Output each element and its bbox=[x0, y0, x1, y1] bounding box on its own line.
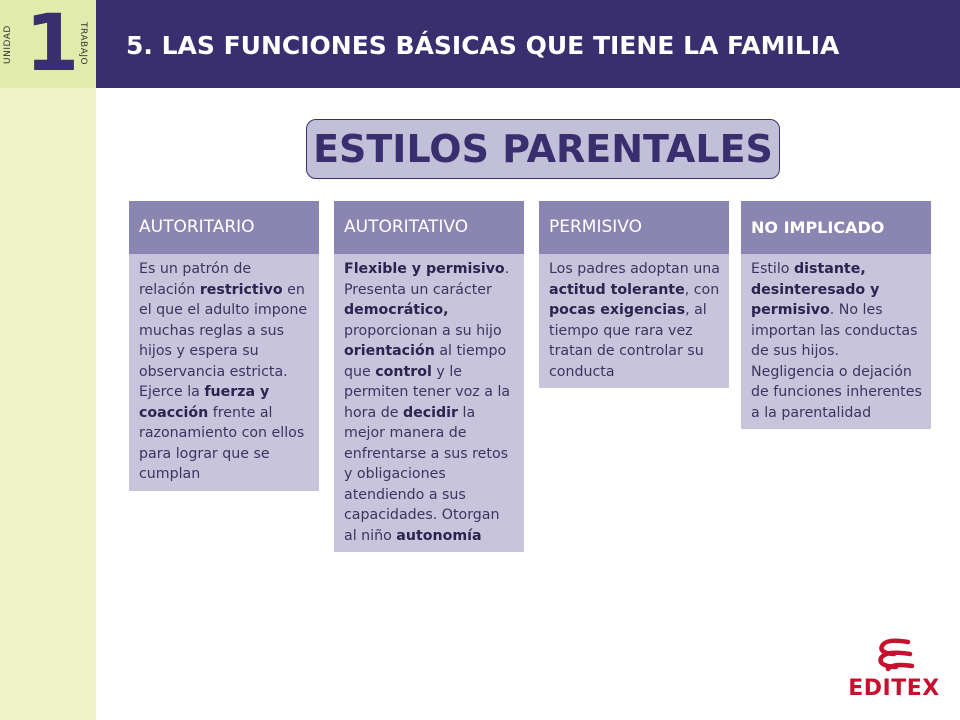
main-title-box: ESTILOS PARENTALES bbox=[306, 119, 780, 179]
card-title: NO IMPLICADO bbox=[741, 201, 931, 254]
text-segment: , con bbox=[684, 281, 720, 298]
bold-text-segment: autonomía bbox=[396, 527, 482, 544]
card-no-implicado bbox=[741, 201, 931, 429]
bold-text-segment: fuerza y coacción bbox=[139, 384, 270, 421]
logo-text: EDITEX bbox=[848, 676, 940, 701]
card-text bbox=[741, 254, 931, 429]
trabajo-label: TRABAJO bbox=[78, 22, 88, 66]
text-segment: Es un patrón de relación bbox=[139, 261, 252, 298]
text-segment: en el que el adulto impone muchas reglas a sus hijos y espera su observancia estricta. Ejerce la bbox=[139, 281, 308, 400]
text-segment: Estilo bbox=[751, 261, 794, 277]
unit-label: UNIDAD bbox=[3, 25, 13, 65]
bold-text-segment: Flexible y permisivo bbox=[344, 261, 505, 277]
card-text bbox=[539, 254, 729, 388]
card-text bbox=[129, 254, 319, 491]
unit-number: 1 bbox=[25, 0, 80, 89]
editex-logo-icon bbox=[848, 636, 940, 676]
card-autoritativo bbox=[334, 201, 524, 552]
card-autoritario bbox=[129, 201, 319, 491]
bold-text-segment: actitud tolerante bbox=[549, 281, 685, 298]
unit-badge bbox=[0, 0, 96, 88]
text-segment: . No les importan las conductas de sus hijos. Negligencia o dejación de funciones inherentes a la parentalidad bbox=[751, 302, 922, 421]
card-title: AUTORITATIVO bbox=[334, 201, 524, 254]
text-segment: Los padres adoptan una bbox=[549, 261, 720, 277]
page-title: 5. LAS FUNCIONES BÁSICAS QUE TIENE LA FAMILIA bbox=[126, 31, 840, 60]
text-segment: al tiempo que bbox=[344, 343, 507, 380]
left-side-strip bbox=[0, 0, 96, 720]
text-segment: . Presenta un carácter bbox=[344, 261, 510, 298]
bold-text-segment: pocas exigencias bbox=[549, 302, 686, 318]
card-text bbox=[334, 254, 524, 552]
text-segment: y le permiten tener voz a la hora de bbox=[344, 363, 511, 421]
bold-text-segment: distante, desinteresado y permisivo bbox=[751, 261, 880, 318]
text-segment: proporcionan a su hijo bbox=[344, 322, 502, 339]
bold-text-segment: restrictivo bbox=[199, 281, 283, 298]
card-permisivo bbox=[539, 201, 729, 388]
text-segment: la mejor manera de enfrentarse a sus retos y obligaciones atendiendo a sus capacidades. Otorgan al niño bbox=[344, 404, 509, 544]
card-title: AUTORITARIO bbox=[129, 201, 319, 254]
card-title: PERMISIVO bbox=[539, 201, 729, 254]
bold-text-segment: control bbox=[375, 363, 432, 380]
bold-text-segment: democrático, bbox=[344, 302, 449, 318]
bold-text-segment: decidir bbox=[402, 404, 459, 421]
text-segment: frente al razonamiento con ellos para lograr que se cumplan bbox=[139, 404, 305, 482]
header bbox=[0, 0, 960, 88]
bold-text-segment: orientación bbox=[344, 343, 435, 359]
text-segment: , al tiempo que rara vez tratan de controlar su conducta bbox=[549, 302, 707, 380]
editex-logo bbox=[848, 636, 940, 708]
